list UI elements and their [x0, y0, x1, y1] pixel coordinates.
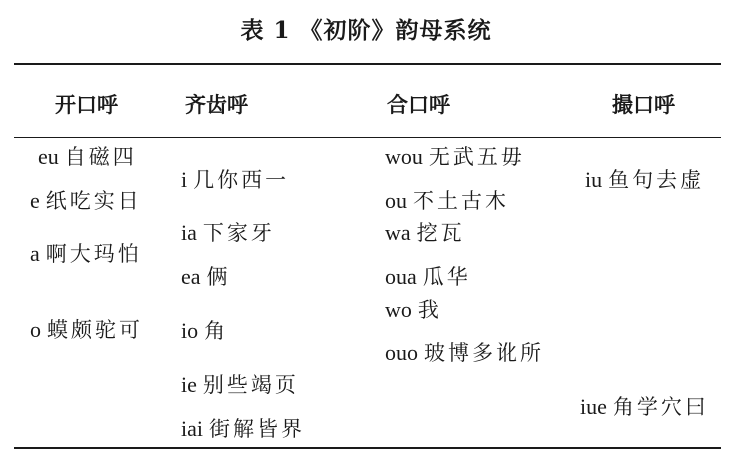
example-chars: 不土古木 — [413, 189, 509, 213]
example-chars: 瓜华 — [422, 265, 471, 289]
table-cell — [30, 319, 143, 341]
rime-label: io — [181, 318, 199, 343]
example-chars: 角学穴曰 — [612, 395, 709, 419]
example-chars: 别些竭页 — [202, 373, 299, 397]
table-cell — [181, 320, 228, 342]
example-chars: 无武五毋 — [428, 145, 525, 169]
rime-label: wou — [385, 144, 423, 169]
example-chars: 角 — [204, 319, 229, 343]
example-chars: 啊大玛怕 — [45, 242, 142, 266]
table-cell — [580, 396, 709, 418]
example-chars: 几你西一 — [193, 168, 290, 192]
example-chars: 纸吃实日 — [45, 189, 142, 213]
header-qichihu: 齐齿呼 — [185, 93, 248, 117]
example-chars: 俩 — [206, 265, 231, 289]
table-cell — [181, 266, 231, 288]
example-chars: 街解皆界 — [209, 417, 305, 441]
rime-label: ou — [385, 188, 407, 213]
table-header-rule — [14, 137, 721, 138]
rime-label: iu — [585, 167, 603, 192]
rime-label: wa — [385, 220, 411, 245]
rime-label: a — [30, 241, 40, 266]
rime-label: i — [181, 167, 188, 192]
table-caption: 表 1 《初阶》韵母系统 — [240, 17, 492, 44]
rime-label: iue — [580, 394, 607, 419]
rime-label: oua — [385, 264, 417, 289]
table-cell — [385, 266, 471, 288]
example-chars: 自磁四 — [64, 145, 137, 169]
rime-label: iai — [181, 416, 203, 441]
example-chars: 挖瓦 — [416, 221, 465, 245]
rime-label: eu — [38, 144, 59, 169]
example-chars: 我 — [417, 298, 442, 322]
header-hekouhu: 合口呼 — [387, 93, 450, 117]
rime-label: o — [30, 317, 41, 342]
table-cell — [181, 169, 289, 191]
header-cuokouhu: 撮口呼 — [612, 93, 675, 117]
table-cell — [38, 146, 137, 168]
table-cell — [181, 374, 299, 396]
table-top-rule — [14, 63, 721, 65]
example-chars: 下家牙 — [202, 221, 275, 245]
table-bottom-rule — [14, 447, 721, 449]
example-chars: 鱼句去虚 — [608, 168, 705, 192]
table-cell — [385, 342, 544, 364]
table-cell — [385, 190, 509, 212]
table-cell — [30, 190, 142, 212]
table-cell — [181, 418, 305, 440]
table-cell — [385, 299, 442, 321]
rime-label: ea — [181, 264, 201, 289]
table-cell — [30, 243, 142, 265]
table-cell — [385, 222, 465, 244]
table-cell — [181, 222, 275, 244]
table-cell — [585, 169, 704, 191]
header-kaikouhu: 开口呼 — [55, 93, 118, 117]
rime-label: ouo — [385, 340, 418, 365]
example-chars: 蟆颇驼可 — [47, 318, 143, 342]
rime-label: ie — [181, 372, 197, 397]
rime-label: ia — [181, 220, 197, 245]
rime-label: wo — [385, 297, 412, 322]
rime-label: e — [30, 188, 40, 213]
table-cell — [385, 146, 525, 168]
example-chars: 玻博多讹所 — [424, 341, 544, 365]
